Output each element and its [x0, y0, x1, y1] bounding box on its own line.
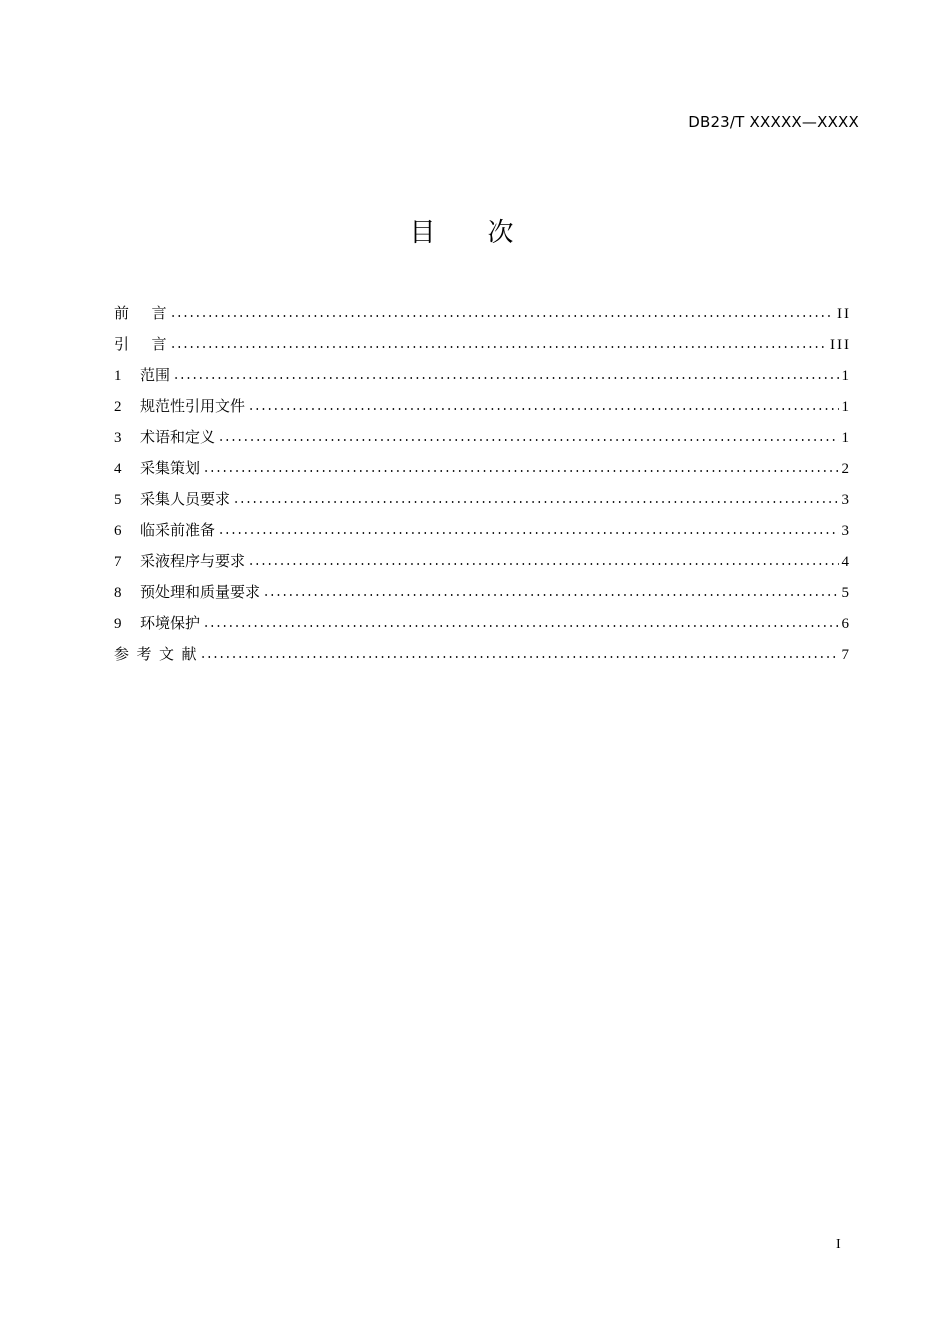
toc-entry-label: 前 言	[114, 306, 167, 322]
toc-entry-page: 4	[841, 554, 851, 570]
toc-entry-number: 4	[114, 461, 122, 477]
toc-entry[interactable]	[114, 488, 851, 519]
dot-leader	[173, 376, 838, 380]
toc-entry-number: 8	[114, 585, 122, 601]
toc-entry-label: 环境保护	[140, 616, 201, 632]
dot-leader	[233, 500, 838, 504]
toc-entry[interactable]	[114, 550, 851, 581]
dot-leader	[248, 407, 838, 411]
toc-entry-page: 2	[841, 461, 851, 477]
toc-entry[interactable]	[114, 426, 851, 457]
toc-entry[interactable]	[114, 612, 851, 643]
toc-entry[interactable]	[114, 519, 851, 550]
dot-leader	[263, 593, 838, 597]
toc-entry-label: 规范性引用文件	[140, 399, 246, 415]
dot-leader	[203, 469, 838, 473]
toc-entry-number: 6	[114, 523, 122, 539]
toc-entry-number: 2	[114, 399, 122, 415]
dot-leader	[200, 655, 839, 659]
document-code-header: DB23/T XXXXX—XXXX	[688, 113, 859, 131]
toc-entry-page: 1	[841, 399, 851, 415]
toc-entry[interactable]	[114, 302, 851, 333]
toc-entry-number: 7	[114, 554, 122, 570]
toc-entry-page: 6	[841, 616, 851, 632]
toc-entry-label: 采液程序与要求	[140, 554, 246, 570]
toc-entry[interactable]	[114, 643, 851, 674]
toc-entry-label: 引 言	[114, 337, 167, 353]
toc-entry-page: III	[830, 337, 851, 353]
toc-entry-label: 参 考 文 献	[114, 647, 197, 663]
dot-leader	[218, 438, 838, 442]
dot-leader	[203, 624, 838, 628]
toc-entry[interactable]	[114, 395, 851, 426]
toc-entry[interactable]	[114, 581, 851, 612]
page-number: I	[836, 1237, 841, 1252]
toc-entry-label: 范围	[140, 368, 171, 384]
dot-leader	[218, 531, 838, 535]
toc-entry[interactable]	[114, 457, 851, 488]
dot-leader	[170, 314, 834, 318]
toc-entry-label: 采集策划	[140, 461, 201, 477]
toc-entry-number: 3	[114, 430, 122, 446]
toc-entry-page: 5	[841, 585, 851, 601]
toc-entry-page: 7	[841, 647, 851, 663]
dot-leader	[248, 562, 838, 566]
toc-entry-page: II	[837, 306, 851, 322]
dot-leader	[170, 345, 827, 349]
toc-entry-page: 3	[841, 492, 851, 508]
toc-entry[interactable]	[114, 333, 851, 364]
toc-entry-page: 1	[841, 368, 851, 384]
toc-entry-label: 术语和定义	[140, 430, 216, 446]
toc-entry-page: 3	[841, 523, 851, 539]
toc-entry-number: 5	[114, 492, 122, 508]
toc-entry[interactable]	[114, 364, 851, 395]
toc-entry-label: 采集人员要求	[140, 492, 231, 508]
toc-entry-number: 1	[114, 368, 122, 384]
toc-entry-label: 预处理和质量要求	[140, 585, 261, 601]
table-of-contents	[114, 302, 851, 674]
toc-entry-label: 临采前准备	[140, 523, 216, 539]
toc-entry-number: 9	[114, 616, 122, 632]
toc-entry-page: 1	[841, 430, 851, 446]
page-title: 目次	[409, 218, 566, 248]
